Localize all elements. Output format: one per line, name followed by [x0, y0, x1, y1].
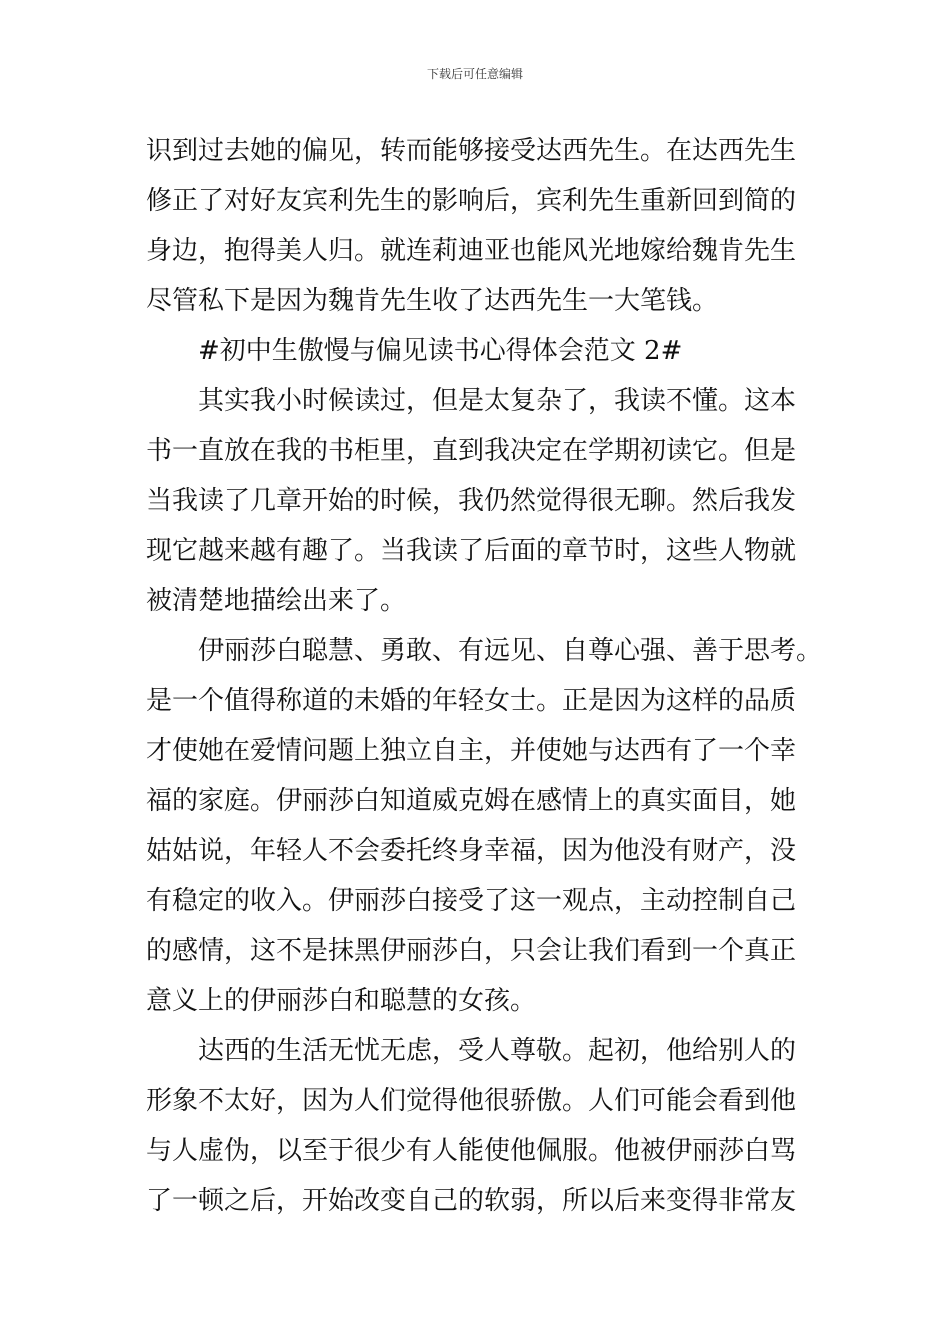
text-line: 意义上的伊丽莎白和聪慧的女孩。: [146, 986, 537, 1016]
text-line: 的感情，这不是抹黑伊丽莎白，只会让我们看到一个真正: [146, 936, 797, 966]
text-line: 了一顿之后，开始改变自己的软弱，所以后来变得非常友: [146, 1186, 797, 1216]
text-line: 被清楚地描绘出来了。: [146, 586, 407, 616]
text-line: 修正了对好友宾利先生的影响后，宾利先生重新回到简的: [146, 186, 797, 216]
text-line: 识到过去她的偏见，转而能够接受达西先生。在达西先生: [146, 136, 797, 166]
text-line: 形象不太好，因为人们觉得他很骄傲。人们可能会看到他: [146, 1086, 797, 1116]
text-line: 是一个值得称道的未婚的年轻女士。正是因为这样的品质: [146, 686, 797, 716]
text-line: 与人虚伪，以至于很少有人能使他佩服。他被伊丽莎白骂: [146, 1136, 797, 1166]
text-line: 姑姑说，年轻人不会委托终身幸福，因为他没有财产，没: [146, 836, 797, 866]
paragraph-start-line: 其实我小时候读过，但是太复杂了，我读不懂。这本: [198, 386, 797, 416]
text-line: 才使她在爱情问题上独立自主，并使她与达西有了一个幸: [146, 736, 797, 766]
paragraph-start-line: 达西的生活无忧无虑，受人尊敬。起初，他给别人的: [198, 1036, 797, 1066]
text-line: 身边，抱得美人归。就连莉迪亚也能风光地嫁给魏肯先生: [146, 236, 797, 266]
document-body: [146, 126, 846, 1226]
paragraph-start-line: 伊丽莎白聪慧、勇敢、有远见、自尊心强、善于思考。: [198, 636, 823, 666]
header-note: 下载后可任意编辑: [426, 67, 523, 81]
text-line: 现它越来越有趣了。当我读了后面的章节时，这些人物就: [146, 536, 797, 566]
text-line: 当我读了几章开始的时候，我仍然觉得很无聊。然后我发: [146, 486, 797, 516]
text-line: 有稳定的收入。伊丽莎白接受了这一观点，主动控制自己: [146, 886, 797, 916]
text-line: 书一直放在我的书柜里，直到我决定在学期初读它。但是: [146, 436, 797, 466]
section-heading: #初中生傲慢与偏见读书心得体会范文 2#: [198, 336, 683, 366]
text-line: 福的家庭。伊丽莎白知道威克姆在感情上的真实面目，她: [146, 786, 797, 816]
text-line: 尽管私下是因为魏肯先生收了达西先生一大笔钱。: [146, 286, 719, 316]
